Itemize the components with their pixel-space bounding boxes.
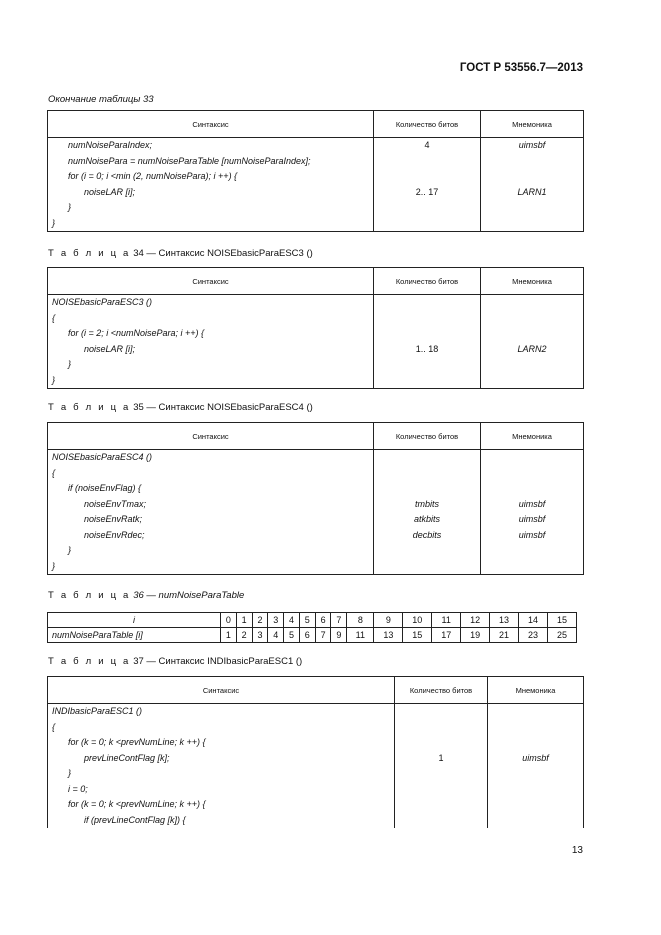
bits-value [374,450,480,466]
syntax-line: noiseEnvRatk; [84,514,143,524]
bits-value [395,782,487,798]
table-cell: 13 [374,628,403,643]
table-cell: 2 [252,613,268,628]
mnemonic-cell [481,295,584,389]
bits-value [374,200,480,216]
syntax-line: } [68,359,72,369]
bits-value [374,543,480,559]
bits-value [374,311,480,327]
syntax-line: INDIbasicParaESC1 () [52,706,143,716]
mnemonic-value [481,169,583,185]
mnemonic-value [481,373,583,389]
table34-caption [48,248,313,259]
table-cell: 7 [315,628,331,643]
table33-caption: Окончание таблицы 33 [48,94,154,105]
syntax-line: } [68,202,72,212]
table37 [47,676,584,828]
syntax-line: noiseEnvRdec; [84,529,145,540]
syntax-line: { [52,467,56,478]
mnemonic-value [481,543,583,559]
page-number: 13 [571,845,583,856]
syntax-line: i = 0; [68,783,88,794]
mnemonic-value [488,782,583,798]
syntax-line: numNoisePara = numNoiseParaTable [numNoiseParaIndex]; [68,155,311,166]
bits-value [395,813,487,829]
table-cell: 6 [315,613,331,628]
table-cell: 4 [268,628,284,643]
syntax-line: { [52,721,56,732]
syntax-line: } [52,374,56,385]
mnemonic-value [488,813,583,829]
caption-prefix: Т а б л и ц а [48,590,131,601]
mnemonic-value [481,200,583,216]
caption-text: 35 — Синтаксис NOISEbasicParaESC4 () [133,402,313,413]
mnemonic-value [481,357,583,373]
mnemonic-value: LARN1 [517,186,547,197]
syntax-cell [48,138,374,232]
bits-value [395,704,487,720]
table-cell: 9 [374,613,403,628]
col-mnemonic-header: Мнемоника [481,423,584,450]
table-cell: 25 [547,628,576,643]
mnemonic-value [481,311,583,327]
col-mnemonic-header: Мнемоника [481,111,584,138]
bits-value: 1.. 18 [415,343,439,354]
bits-value [374,481,480,497]
col-syntax-header: Синтаксис [48,423,374,450]
col-syntax-header: Синтаксис [48,677,395,704]
syntax-line: prevLineContFlag [k]; [84,752,170,763]
bits-value [374,295,480,311]
bits-value [395,720,487,736]
syntax-line: noiseLAR [i]; [84,186,136,197]
bits-value: atkbits [413,514,440,524]
bits-value [374,326,480,342]
mnemonic-value: uimsbf [518,498,546,509]
table-cell: 11 [432,613,461,628]
mnemonic-value: uimsbf [518,514,546,524]
mnemonic-value [488,704,583,720]
table35-caption [48,402,313,413]
syntax-line: } [52,217,56,228]
table-row [48,613,577,628]
bits-value [374,559,480,575]
col-syntax-header: Синтаксис [48,111,374,138]
mnemonic-value: LARN2 [517,343,547,354]
table-row [48,628,577,643]
bits-value: tmbits [414,498,439,509]
mnemonic-value [481,481,583,497]
mnemonic-value [481,295,583,311]
syntax-cell [48,450,374,575]
col-mnemonic-header: Мнемоника [488,677,584,704]
table36-caption [48,590,244,601]
bits-value: decbits [412,529,442,540]
table-cell: 21 [490,628,519,643]
table-cell: 5 [284,628,300,643]
bits-value [374,216,480,232]
document-id: ГОСТ Р 53556.7—2013 [459,62,583,74]
table-cell: 15 [547,613,576,628]
caption-prefix: Т а б л и ц а [48,248,131,259]
mnemonic-value [488,720,583,736]
mnemonic-cell [481,138,584,232]
table-cell: 13 [490,613,519,628]
caption-text: 34 — Синтаксис NOISEbasicParaESC3 () [133,248,313,259]
col-syntax-header: Синтаксис [48,268,374,295]
col-bits-header: Количество битов [395,677,488,704]
caption-text: 37 — Синтаксис INDIbasicParaESC1 () [133,656,303,667]
bits-cell [374,295,481,389]
table-cell: 2 [236,628,252,643]
table-cell: 3 [268,613,284,628]
bits-cell [374,138,481,232]
table34 [47,267,584,389]
col-bits-header: Количество битов [374,423,481,450]
mnemonic-value [488,766,583,782]
table-cell: 23 [519,628,548,643]
bits-value [395,735,487,751]
bits-cell [395,704,488,829]
syntax-line: { [52,312,56,323]
syntax-cell [48,704,395,829]
syntax-line: for (i = 2; i <numNoisePara; i ++) { [68,328,205,338]
table37-caption [48,656,302,667]
table-cell: 10 [403,613,432,628]
syntax-line: numNoiseParaIndex; [68,140,153,150]
table-cell: 11 [347,628,374,643]
table-cell: 4 [284,613,300,628]
table-cell: 9 [331,628,347,643]
syntax-line: NOISEbasicParaESC4 () [52,452,153,462]
table-cell: 14 [519,613,548,628]
table-cell: 3 [252,628,268,643]
mnemonic-value [481,326,583,342]
table35 [47,422,584,575]
table33 [47,110,584,232]
mnemonic-value: uimsbf [518,140,546,150]
mnemonic-value [481,466,583,482]
bits-value [374,357,480,373]
bits-value: 2.. 17 [415,186,439,197]
syntax-line: noiseEnvTmax; [84,498,147,509]
bits-value [395,766,487,782]
mnemonic-value [481,559,583,575]
table-cell: 12 [461,613,490,628]
table-cell: 6 [299,628,315,643]
table-cell: 7 [331,613,347,628]
bits-value [374,466,480,482]
table-cell: 0 [221,613,237,628]
syntax-line: for (k = 0; k <prevNumLine; k ++) { [68,737,206,747]
bits-value [374,373,480,389]
caption-prefix: Т а б л и ц а [48,402,131,413]
mnemonic-value [488,797,583,813]
syntax-line: for (i = 0; i <min (2, numNoisePara); i ++) { [68,171,238,181]
mnemonic-value: uimsbf [518,529,546,540]
row-label-table: numNoiseParaTable [i] [48,628,221,643]
caption-prefix: Т а б л и ц а [48,656,131,667]
table-cell: 5 [299,613,315,628]
mnemonic-cell [488,704,584,829]
syntax-line: } [52,560,56,571]
table-cell: 19 [461,628,490,643]
bits-value [395,797,487,813]
caption-text: 36 — numNoiseParaTable [133,590,245,601]
syntax-line: } [68,545,72,555]
table-cell: 1 [221,628,237,643]
syntax-line: NOISEbasicParaESC3 () [52,297,153,307]
syntax-cell [48,295,374,389]
syntax-line: } [68,768,72,778]
table-cell: 1 [236,613,252,628]
mnemonic-value [481,216,583,232]
mnemonic-value [488,735,583,751]
mnemonic-value [481,450,583,466]
table-cell: 8 [347,613,374,628]
bits-value: 4 [424,140,430,150]
col-mnemonic-header: Мнемоника [481,268,584,295]
mnemonic-value: uimsbf [522,752,549,763]
syntax-line: if (prevLineContFlag [k]) { [84,814,186,825]
bits-value [374,169,480,185]
mnemonic-value [481,154,583,170]
syntax-line: if (noiseEnvFlag) { [68,483,142,493]
mnemonic-cell [481,450,584,575]
bits-value [374,154,480,170]
table-cell: 17 [432,628,461,643]
col-bits-header: Количество битов [374,268,481,295]
syntax-line: for (k = 0; k <prevNumLine; k ++) { [68,799,206,809]
col-bits-header: Количество битов [374,111,481,138]
syntax-line: noiseLAR [i]; [84,343,136,354]
table36 [47,612,577,643]
row-label-i: i [48,613,221,628]
bits-value: 1 [438,752,444,763]
bits-cell [374,450,481,575]
table-cell: 15 [403,628,432,643]
